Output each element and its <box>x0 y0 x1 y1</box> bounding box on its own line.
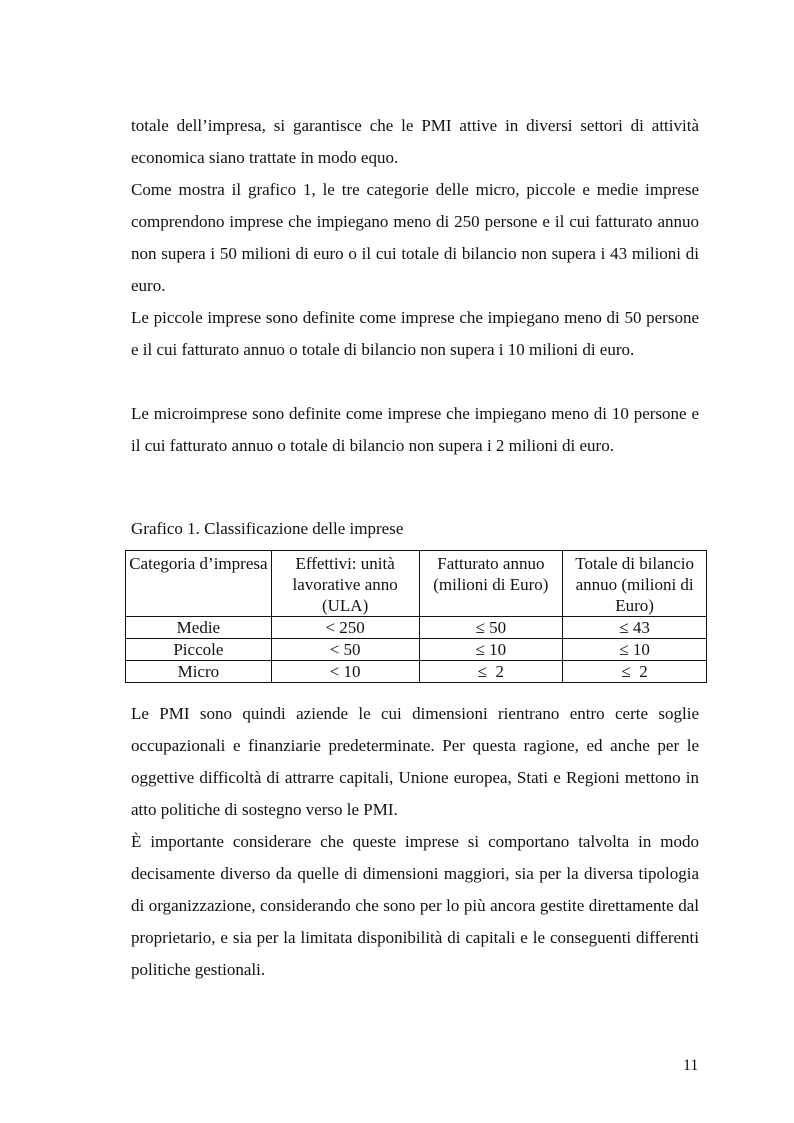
table-header-row <box>126 551 707 617</box>
cell-bilancio: ≤ 10 <box>563 639 707 661</box>
cell-categoria: Piccole <box>126 639 272 661</box>
paragraph-categorie-pmi: Come mostra il grafico 1, le tre categorie delle micro, piccole e medie imprese comprendono imprese che impiegano meno di 250 persone e il cui fatturato annuo non supera i 50 milioni di euro o il cui totale di bilancio non supera i 43 milioni di euro. <box>131 180 699 295</box>
cell-effettivi: < 10 <box>271 661 419 683</box>
paragraph-pmi-soglie: Le PMI sono quindi aziende le cui dimensioni rientrano entro certe soglie occupazionali e finanziarie predeterminate. Per questa ragione, ed anche per le oggettive difficoltà di attrarre capitali, Unione europea, Stati e Regioni mettono in atto politiche di sostegno verso le PMI. <box>131 704 699 819</box>
cell-fatturato: ≤ 2 <box>419 661 563 683</box>
classification-table <box>125 550 707 683</box>
paragraph-comportamento-imprese: È importante considerare che queste imprese si comportano talvolta in modo decisamente diverso da quelle di dimensioni maggiori, sia per la diversa tipologia di organizzazione, considerando che sono per lo più ancora gestite direttamente dal proprietario, e sia per la limitata disponibilità di capitali e le conseguenti differenti politiche gestionali. <box>131 832 699 979</box>
header-fatturato: Fatturato annuo (milioni di Euro) <box>419 551 563 617</box>
page-number: 11 <box>683 1057 699 1074</box>
cell-categoria: Micro <box>126 661 272 683</box>
paragraph-impresa-totale: totale dell’impresa, si garantisce che le PMI attive in diversi settori di attività economica siano trattate in modo equo. <box>131 116 699 167</box>
table-row <box>126 661 707 683</box>
header-categoria: Categoria d’impresa <box>126 551 272 617</box>
table-row <box>126 639 707 661</box>
paragraph-piccole-imprese: Le piccole imprese sono definite come imprese che impiegano meno di 50 persone e il cui fatturato annuo o totale di bilancio non supera i 10 milioni di euro. <box>131 308 699 359</box>
cell-effettivi: < 250 <box>271 617 419 639</box>
cell-fatturato: ≤ 10 <box>419 639 563 661</box>
cell-bilancio: ≤ 43 <box>563 617 707 639</box>
cell-fatturato: ≤ 50 <box>419 617 563 639</box>
header-effettivi: Effettivi: unità lavorative anno (ULA) <box>271 551 419 617</box>
table-row <box>126 617 707 639</box>
paragraph-microimprese: Le microimprese sono definite come imprese che impiegano meno di 10 persone e il cui fatturato annuo o totale di bilancio non supera i 2 milioni di euro. <box>131 404 699 455</box>
cell-categoria: Medie <box>126 617 272 639</box>
cell-effettivi: < 50 <box>271 639 419 661</box>
table-caption: Grafico 1. Classificazione delle imprese <box>131 519 404 538</box>
cell-bilancio: ≤ 2 <box>563 661 707 683</box>
header-bilancio: Totale di bilancio annuo (milioni di Euro) <box>563 551 707 617</box>
